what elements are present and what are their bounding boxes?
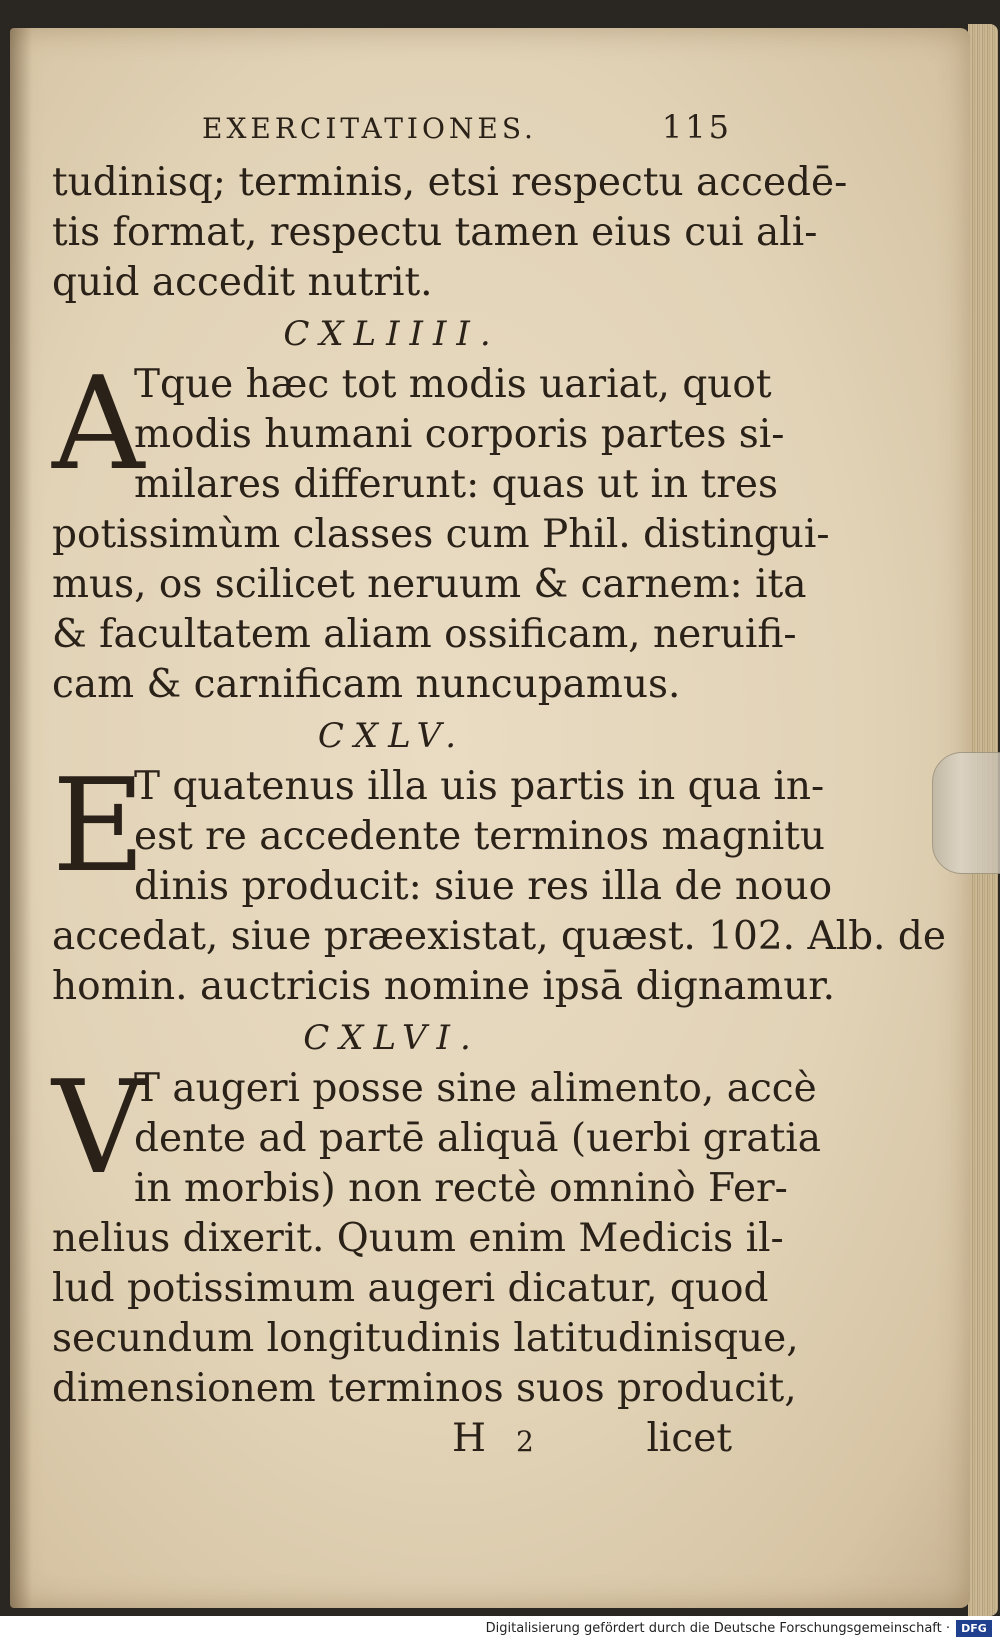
text-line: nelius dixerit. Quum enim Medicis il- <box>52 1216 784 1261</box>
text-line: T augeri posse sine alimento, accè <box>134 1066 817 1111</box>
paragraph-cxlv <box>52 752 946 1012</box>
section-heading: CXLV. <box>317 716 467 756</box>
text-line: dinis producit: siue res illa de nouo <box>134 864 833 909</box>
page-header <box>52 108 732 158</box>
paragraph-cxliiii <box>52 350 830 710</box>
text-line: tis format, respectu tamen eius cui ali- <box>52 210 818 255</box>
text-line: potissimùm classes cum Phil. distingui- <box>52 512 830 557</box>
text-line: tudinisq; terminis, etsi respectu accedē- <box>52 160 848 205</box>
text-line: quid accedit nutrit. <box>52 260 433 305</box>
drop-cap-initial: A <box>52 350 145 499</box>
text-line: accedat, siue præexistat, quæst. 102. Alb. de <box>52 914 946 959</box>
paragraph-continuation <box>52 158 848 308</box>
section-heading: CXLVI. <box>303 1018 481 1058</box>
printed-text-block <box>52 108 946 1464</box>
signature-letter: H <box>452 1416 487 1461</box>
section-heading: CXLIIII. <box>283 314 501 354</box>
running-head: EXERCITATIONES. <box>202 112 537 145</box>
drop-cap-initial: V <box>52 1054 145 1203</box>
text-line: modis humani corporis partes si- <box>134 412 785 457</box>
dfg-logo: DFG <box>956 1620 992 1637</box>
text-line: secundum longitudinis latitudinisque, <box>52 1316 799 1361</box>
text-line: dente ad partē aliquā (uerbi gratia <box>134 1116 822 1161</box>
text-line: mus, os scilicet neruum & carnem: ita <box>52 562 807 607</box>
folio-number: 115 <box>661 108 732 146</box>
text-line: lud potissimum augeri dicatur, quod <box>52 1266 769 1311</box>
text-line: Tque hæc tot modis uariat, quot <box>134 362 772 407</box>
binding-gutter-shadow <box>10 28 32 1608</box>
text-line: homin. auctricis nomine ipsā dignamur. <box>52 964 836 1009</box>
text-line: cam & carnificam nuncupamus. <box>52 662 681 707</box>
text-line: & facultatem aliam ossificam, neruifi- <box>52 612 797 657</box>
text-line: milares differunt: quas ut in tres <box>134 462 778 507</box>
signature-number: 2 <box>516 1425 534 1458</box>
text-line: in morbis) non rectè omninò Fer- <box>134 1166 788 1211</box>
text-line: T quatenus illa uis partis in qua in- <box>134 764 825 809</box>
catchword: licet <box>646 1416 732 1461</box>
signature-line <box>52 1414 732 1464</box>
text-line: dimensionem terminos suos producit, <box>52 1366 797 1411</box>
text-line: est re accedente terminos magnitu <box>134 814 826 859</box>
paragraph-cxlvi <box>52 1054 822 1414</box>
drop-cap-initial: E <box>52 752 146 901</box>
signature-mark <box>452 1414 534 1467</box>
digitization-footer <box>0 1616 1000 1642</box>
page-clip-tab <box>932 752 1000 874</box>
funding-credit: Digitalisierung gefördert durch die Deutsche Forschungsgemeinschaft · <box>485 1621 950 1636</box>
